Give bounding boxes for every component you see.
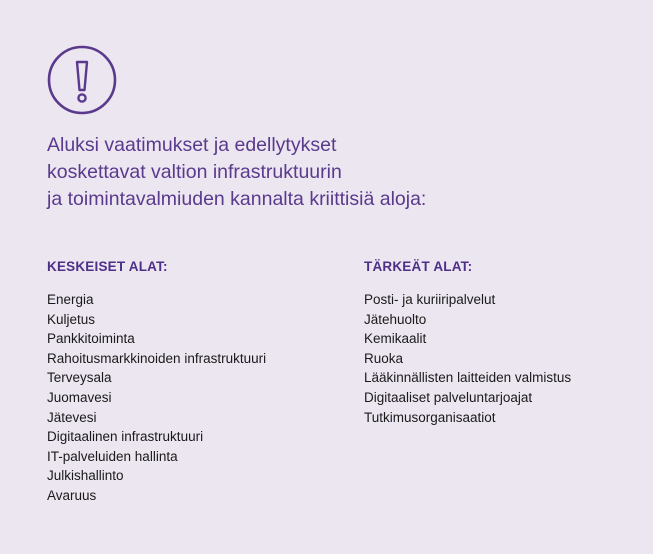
list-item: Digitaaliset palveluntarjoajat [364, 389, 533, 405]
key-sectors-column [47, 258, 266, 506]
important-sectors-heading: TÄRKEÄT ALAT: [364, 259, 473, 274]
list-item: Pankkitoiminta [47, 331, 135, 347]
key-sectors-heading: KESKEISET ALAT: [47, 259, 168, 274]
list-item: Digitaalinen infrastruktuuri [47, 429, 204, 445]
intro-line: Aluksi vaatimukset ja edellytykset [47, 134, 337, 156]
list-item: Energia [47, 292, 94, 307]
important-sectors-column [364, 258, 571, 427]
exclamation-circle-icon [47, 45, 117, 115]
list-item: Kuljetus [47, 311, 96, 327]
list-item: Avaruus [47, 487, 97, 503]
list-item: Terveysala [47, 370, 112, 386]
list-item: Julkishallinto [47, 468, 124, 484]
list-item: Posti- ja kuriiripalvelut [364, 292, 496, 307]
list-item: Tutkimusorganisaatiot [364, 409, 496, 425]
list-item: Jätehuolto [364, 311, 427, 327]
intro-line: koskettavat valtion infrastruktuurin [47, 161, 342, 183]
intro-text [47, 132, 637, 213]
list-item: IT-palveluiden hallinta [47, 448, 178, 464]
key-sectors-list [47, 290, 266, 506]
list-item: Ruoka [364, 350, 404, 366]
list-item: Juomavesi [47, 389, 112, 405]
list-item: Kemikaalit [364, 331, 427, 347]
list-item: Rahoitusmarkkinoiden infrastruktuuri [47, 350, 267, 366]
intro-line: ja toimintavalmiuden kannalta kriittisiä aloja: [47, 188, 427, 210]
list-item: Jätevesi [47, 409, 97, 425]
important-sectors-list [364, 290, 571, 427]
list-item: Lääkinnällisten laitteiden valmistus [364, 370, 572, 386]
